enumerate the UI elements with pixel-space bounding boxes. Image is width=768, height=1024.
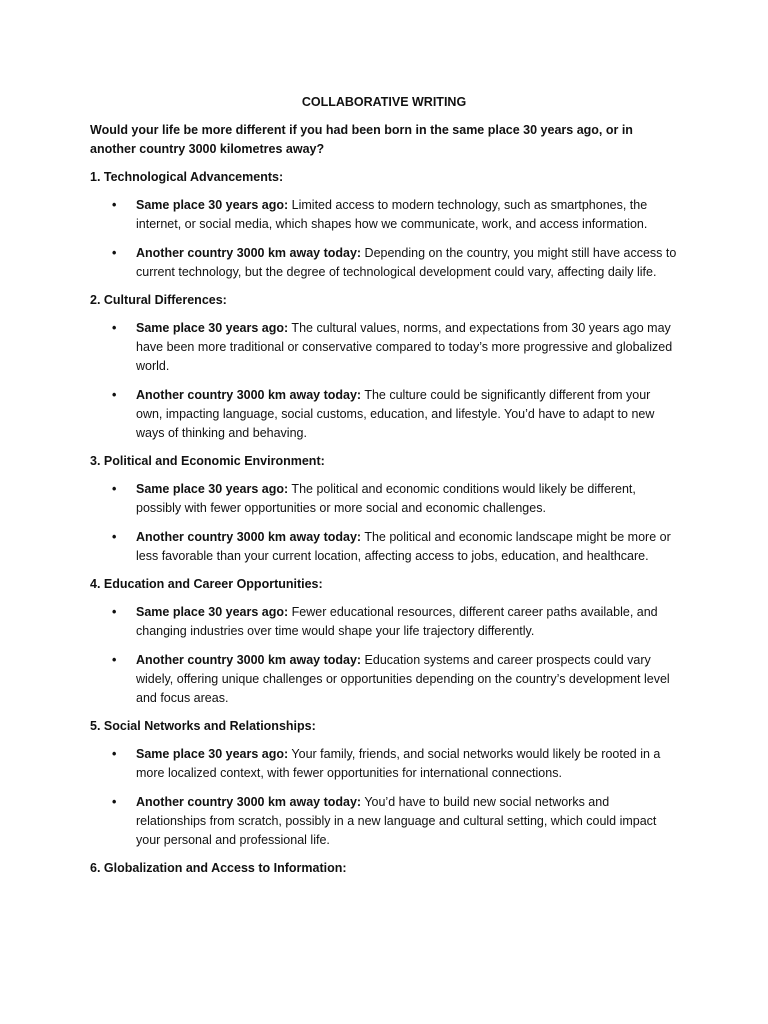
- bullet-list: [90, 196, 678, 282]
- bullet-icon: •: [112, 605, 117, 619]
- bullet-icon: •: [112, 198, 117, 212]
- section-2: [90, 291, 678, 443]
- bullet-icon: •: [112, 530, 117, 544]
- section-1: [90, 168, 678, 282]
- list-item: [90, 793, 678, 850]
- bullet-icon: •: [112, 653, 117, 667]
- item-lead: Another country 3000 km away today:: [136, 246, 362, 260]
- bullet-icon: •: [112, 388, 117, 402]
- section-5: [90, 717, 678, 850]
- section-heading: 5. Social Networks and Relationships:: [90, 719, 316, 733]
- list-item: [90, 386, 678, 443]
- item-lead: Same place 30 years ago:: [136, 605, 289, 619]
- bullet-icon: •: [112, 246, 117, 260]
- item-lead: Same place 30 years ago:: [136, 198, 289, 212]
- list-item: [90, 244, 678, 282]
- bullet-icon: •: [112, 795, 117, 809]
- bullet-icon: •: [112, 482, 117, 496]
- item-text: You’d have to build new social networks and relationships from scratch, possibly in a new language and cultural setting, which could impact your personal and professional life.: [136, 795, 657, 847]
- item-text: Depending on the country, you might still have access to current technology, but the degree of technological development could vary, affecting daily life.: [136, 246, 677, 279]
- item-text: Your family, friends, and social networks would likely be rooted in a more localized context, with fewer opportunities for international connections.: [136, 747, 661, 780]
- list-item: [90, 603, 678, 641]
- item-lead: Same place 30 years ago:: [136, 482, 289, 496]
- item-text: Limited access to modern technology, such as smartphones, the internet, or social media, which shapes how we communicate, work, and access information.: [136, 198, 648, 231]
- item-text: Fewer educational resources, different career paths available, and changing industries over time would shape your life trajectory differently.: [136, 605, 658, 638]
- item-text: The cultural values, norms, and expectations from 30 years ago may have been more traditional or conservative compared to today’s more progressive and globalized world.: [136, 321, 673, 373]
- bullet-icon: •: [112, 321, 117, 335]
- section-heading: 3. Political and Economic Environment:: [90, 454, 325, 468]
- bullet-list: [90, 319, 678, 443]
- essay-question: Would your life be more different if you had been born in the same place 30 years ago, or in another country 3000 kilometres away?: [90, 123, 633, 156]
- list-item: [90, 528, 678, 566]
- section-4: [90, 575, 678, 708]
- list-item: [90, 651, 678, 708]
- section-3: [90, 452, 678, 566]
- list-item: [90, 480, 678, 518]
- item-text: The political and economic conditions would likely be different, possibly with fewer opportunities or more social and economic challenges.: [136, 482, 636, 515]
- section-6: [90, 859, 678, 878]
- section-heading: 1. Technological Advancements:: [90, 170, 284, 184]
- document-title: COLLABORATIVE WRITING: [301, 95, 467, 109]
- list-item: [90, 196, 678, 234]
- item-lead: Same place 30 years ago:: [136, 321, 289, 335]
- section-heading: 2. Cultural Differences:: [90, 293, 227, 307]
- bullet-icon: •: [112, 747, 117, 761]
- item-text: The culture could be significantly different from your own, impacting language, social customs, education, and lifestyle. You’d have to adapt to new ways of thinking and behaving.: [136, 388, 655, 440]
- item-lead: Another country 3000 km away today:: [136, 388, 362, 402]
- item-text: Education systems and career prospects could vary widely, offering unique challenges or opportunities depending on the country’s development level and focus areas.: [136, 653, 670, 705]
- bullet-list: [90, 745, 678, 850]
- list-item: [90, 319, 678, 376]
- item-lead: Another country 3000 km away today:: [136, 530, 362, 544]
- item-text: The political and economic landscape might be more or less favorable than your current location, affecting access to jobs, education, and healthcare.: [136, 530, 671, 563]
- section-heading: 4. Education and Career Opportunities:: [90, 577, 323, 591]
- item-lead: Same place 30 years ago:: [136, 747, 289, 761]
- section-heading: 6. Globalization and Access to Information:: [90, 861, 347, 875]
- item-lead: Another country 3000 km away today:: [136, 795, 362, 809]
- bullet-list: [90, 603, 678, 708]
- bullet-list: [90, 480, 678, 566]
- list-item: [90, 745, 678, 783]
- item-lead: Another country 3000 km away today:: [136, 653, 362, 667]
